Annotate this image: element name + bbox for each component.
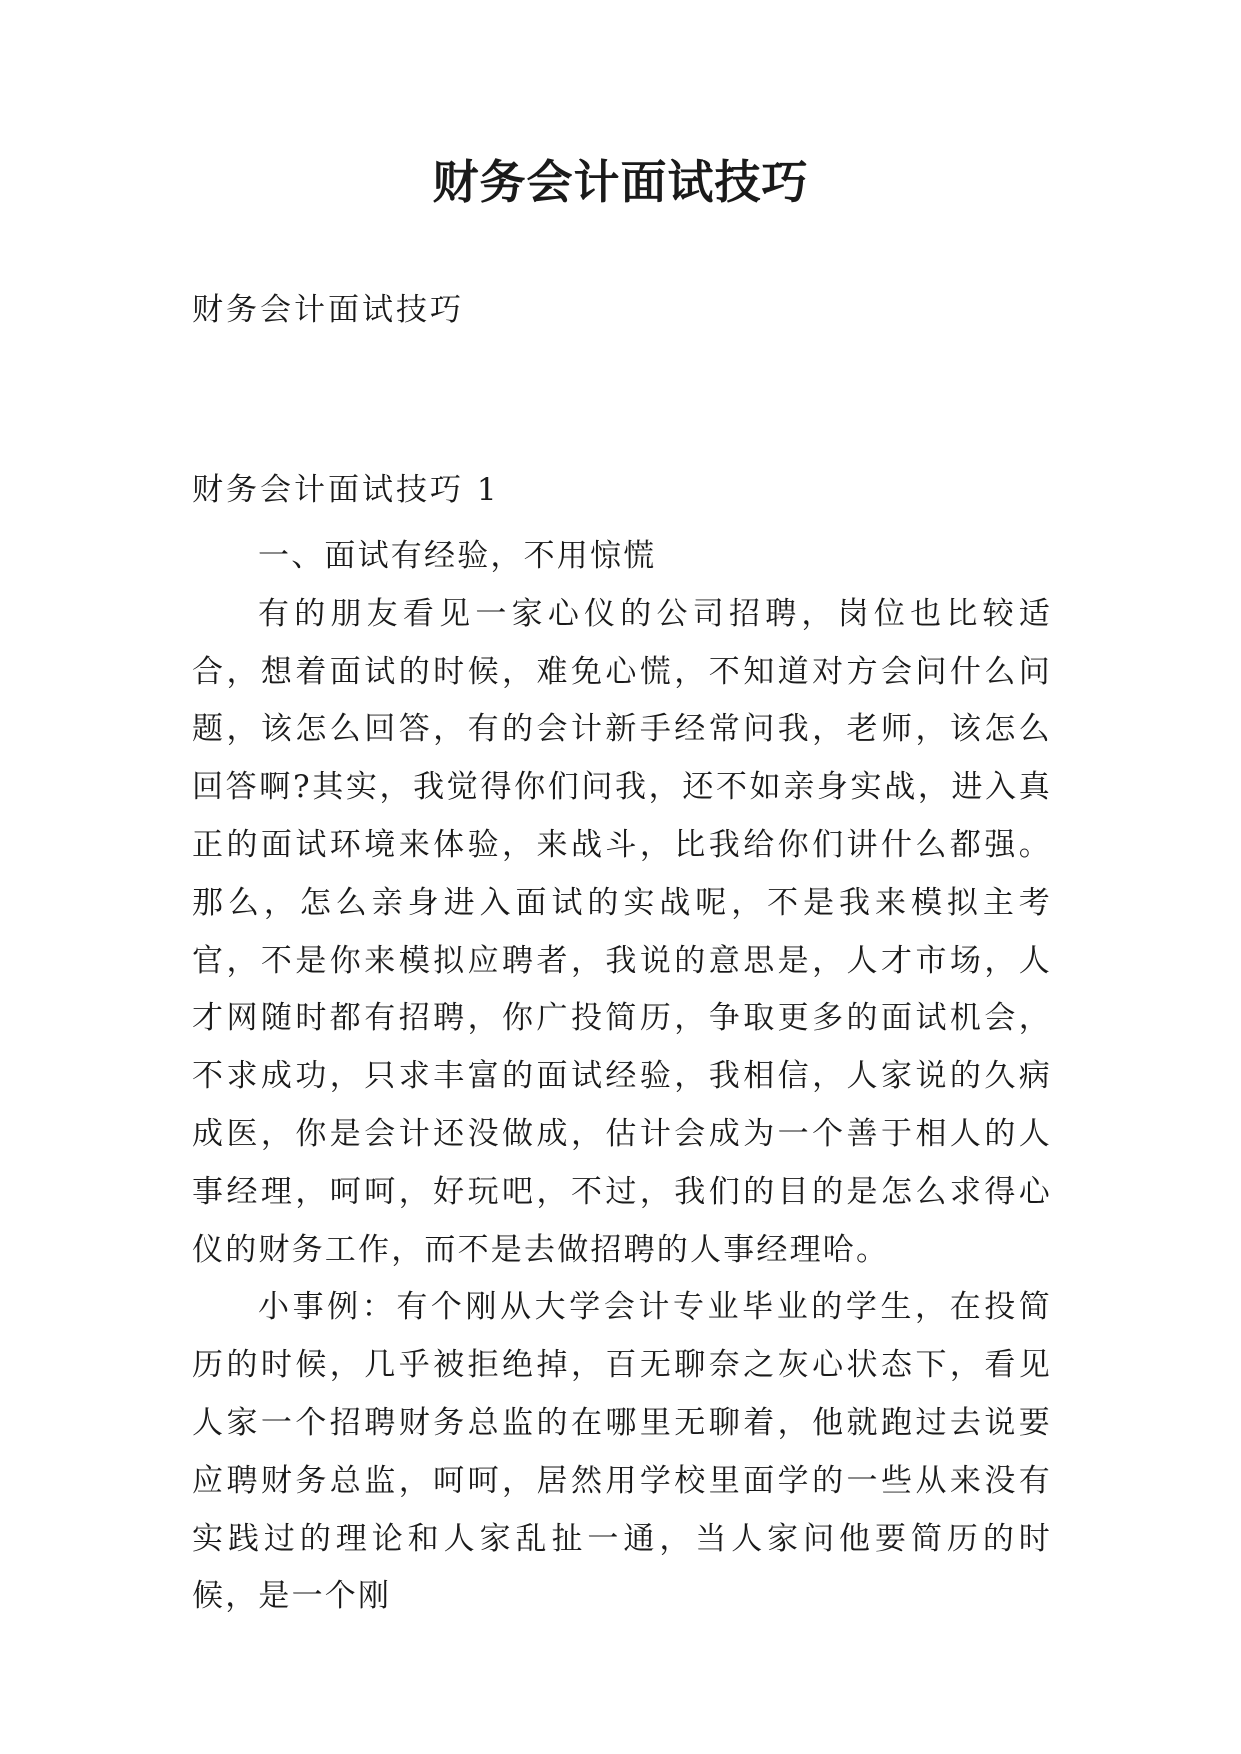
- section-heading: 财务会计面试技巧 1: [192, 472, 500, 508]
- paragraph-heading-1: 一、面试有经验，不用惊慌: [258, 538, 657, 574]
- document-subtitle: 财务会计面试技巧: [192, 292, 464, 328]
- body-text: [192, 528, 1052, 1626]
- document-title: 财务会计面试技巧: [432, 155, 809, 209]
- paragraph: 有的朋友看见一家心仪的公司招聘，岗位也比较适合，想着面试的时候，难免心慌，不知道对方会问什么问题，该怎么回答，有的会计新手经常问我，老师，该怎么回答啊?其实，我觉得你们问我，还不如亲身实战，进入真正的面试环境来体验，来战斗，比我给你们讲什么都强。那么，怎么亲身进入面试的实战呢，不是我来模拟主考官，不是你来模拟应聘者，我说的意思是，人才市场，人才网随时都有招聘，你广投简历，争取更多的面试机会，不求成功，只求丰富的面试经验，我相信，人家说的久病成医，你是会计还没做成，估计会成为一个善于相人的人事经理，呵呵，好玩吧，不过，我们的目的是怎么求得心仪的财务工作，而不是去做招聘的人事经理哈。: [192, 595, 1052, 1268]
- paragraph: 小事例：有个刚从大学会计专业毕业的学生，在投简历的时候，几乎被拒绝掉，百无聊奈之灰心状态下，看见人家一个招聘财务总监的在哪里无聊着，他就跑过去说要应聘财务总监，呵呵，居然用学校里面学的一些从来没有实践过的理论和人家乱扯一通，当人家问他要简历的时候，是一个刚: [192, 1289, 1052, 1615]
